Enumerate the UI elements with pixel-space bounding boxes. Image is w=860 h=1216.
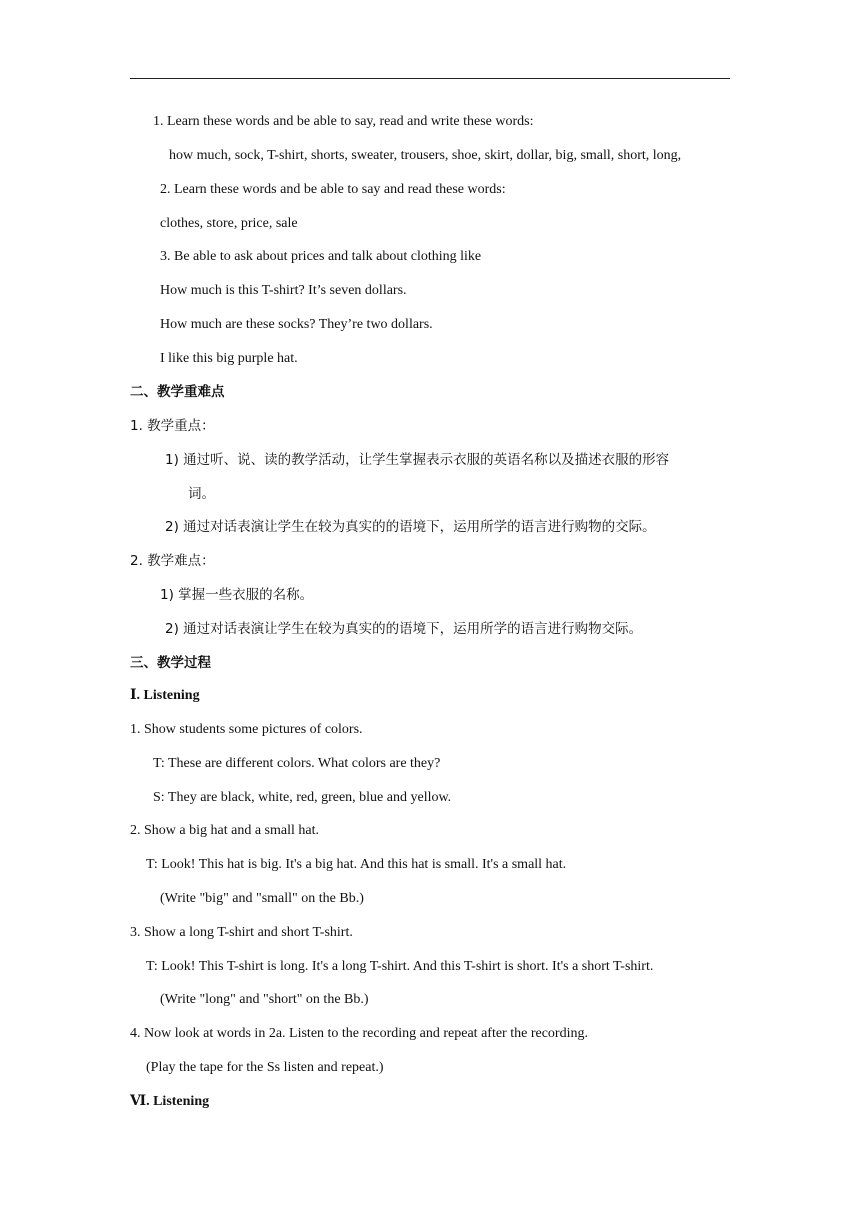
focus-title: 1. 教学重点： [130, 418, 215, 434]
step-4-note: (Play the tape for the Ss listen and repeat.) [146, 1060, 384, 1075]
focus-item-2: 2) 通过对话表演让学生在较为真实的的语境下，运用所学的语言进行购物的交际。 [165, 519, 656, 535]
section-heading-process: 三、教学过程 [130, 655, 211, 671]
objective-1: 1. Learn these words and be able to say, read and write these words: [153, 114, 534, 129]
section-title-listening-2: Ⅵ. Listening [130, 1094, 210, 1109]
difficulty-title: 2. 教学难点： [130, 553, 215, 569]
objective-2: 2. Learn these words and be able to say and read these words: [160, 182, 506, 197]
step-2-teacher-line: T: Look! This hat is big. It's a big hat. And this hat is small. It's a small hat. [146, 857, 567, 872]
example-sentence-3: I like this big purple hat. [160, 351, 298, 366]
section-title-listening-1: Ⅰ. Listening [130, 688, 200, 703]
step-3: 3. Show a long T-shirt and short T-shirt. [130, 925, 353, 940]
objective-3: 3. Be able to ask about prices and talk about clothing like [160, 249, 482, 264]
focus-item-1-continued: 词。 [188, 486, 215, 502]
difficulty-item-2: 2) 通过对话表演让学生在较为真实的的语境下，运用所学的语言进行购物交际。 [165, 621, 643, 637]
step-2-note: (Write "big" and "small" on the Bb.) [160, 891, 364, 906]
step-1: 1. Show students some pictures of colors. [130, 722, 363, 737]
focus-item-1: 1) 通过听、说、读的教学活动，让学生掌握表示衣服的英语名称以及描述衣服的形容 [165, 452, 670, 468]
step-3-note: (Write "long" and "short" on the Bb.) [160, 992, 369, 1007]
step-1-teacher-line: T: These are different colors. What colors are they? [153, 756, 441, 771]
step-3-teacher-line: T: Look! This T-shirt is long. It's a long T-shirt. And this T-shirt is short. It's a short T-shirt. [146, 959, 654, 974]
example-sentence-1: How much is this T-shirt? It’s seven dollars. [160, 283, 407, 298]
objective-2-words: clothes, store, price, sale [160, 216, 298, 231]
objective-1-words: how much, sock, T-shirt, shorts, sweater, trousers, shoe, skirt, dollar, big, small, short, long, [169, 148, 682, 163]
step-1-student-line: S: They are black, white, red, green, blue and yellow. [153, 790, 452, 805]
example-sentence-2: How much are these socks? They’re two dollars. [160, 317, 433, 332]
step-4: 4. Now look at words in 2a. Listen to the recording and repeat after the recording. [130, 1026, 588, 1041]
step-2: 2. Show a big hat and a small hat. [130, 823, 319, 838]
difficulty-item-1: 1) 掌握一些衣服的名称。 [160, 587, 314, 603]
section-heading-key-points: 二、教学重难点 [130, 384, 225, 400]
header-rule [130, 78, 730, 79]
